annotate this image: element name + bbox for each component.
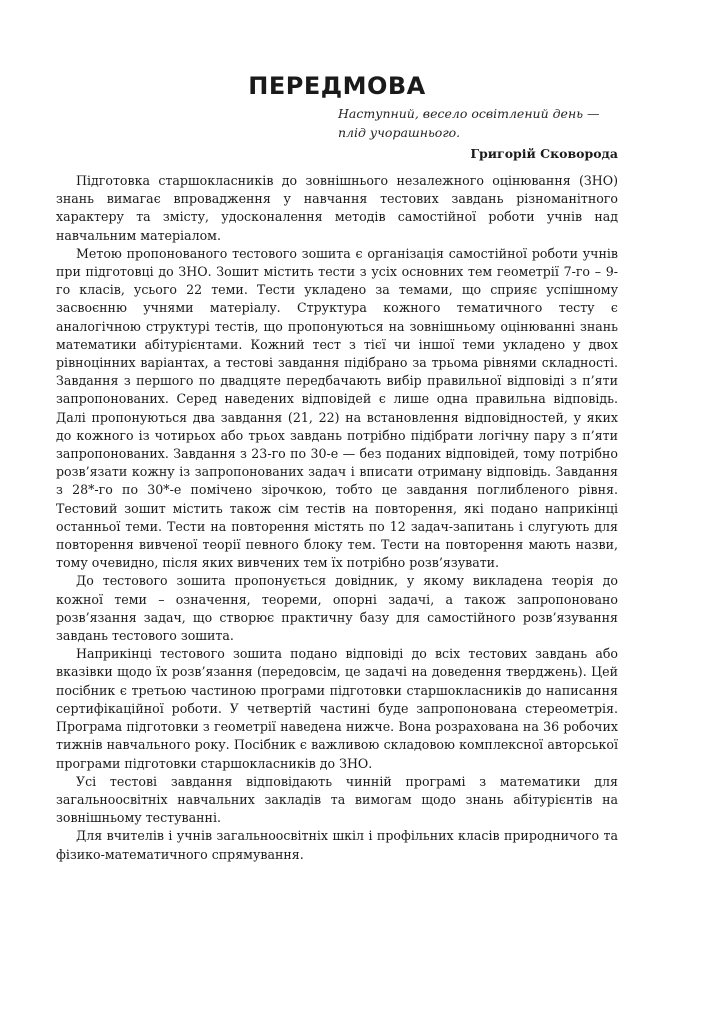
paragraph: До тестового зошита пропонується довідник, у якому викладена теорія до кожної теми – означення, теореми, опорні задачі, а також запропоновано розв’язання задач, що створює практичну базу для самостійного розв’язування завдань тестового зошита. bbox=[56, 573, 618, 644]
body-text bbox=[56, 172, 618, 864]
paragraph: Наприкінці тестового зошита подано відповіді до всіх тестових завдань або вказівки щодо їх розв’язання (передовсім, це задачі на доведення тверджень). Цей посібник є третьою частиною програми підготовки старшокласників до написання сертифікаційної роботи. У четвертій частині буде запропонована стереометрія. Програма підготовки з геометрії наведена нижче. Вона розрахована на 36 робочих тижнів навчального року. Посібник є важливою складовою комплексної авторської програми підготовки старшокласників до ЗНО. bbox=[56, 646, 618, 771]
paragraph: Для вчителів і учнів загальноосвітніх шкіл і профільних класів природничого та фізико-математичного спрямування. bbox=[56, 828, 618, 862]
paragraph: Усі тестові завдання відповідають чинній програмі з математики для загальноосвітніх навчальних закладів та вимогам щодо знань абітурієнтів на зовнішньому тестуванні. bbox=[56, 773, 618, 826]
paragraph: Метою пропонованого тестового зошита є організація самостійної роботи учнів при підготовці до ЗНО. Зошит містить тести з усіх основних тем геометрії 7-го – 9-го класів, усього 22 теми. Тести укладено за темами, що сприяє успішному засвоєнню учнями матеріалу. Структура кожного тематичного тесту є аналогічною структурі тестів, що пропонуються на зовнішньому оцінюванні знань математики абітурієнтами. Кожний тест з тієї чи іншої теми укладено у двох рівноцінних варіантах, а тестові завдання підібрано за трьома рівнями складності. Завдання з першого по двадцяте передбачають вибір правильної відповіді з п’яти запропонованих. Серед наведених відповідей є лише одна правильна відповідь. Далі пропонуються два завдання (21, 22) на встановлення відповідностей, у яких до кожного із чотирьох або трьох завдань потрібно підібрати логічну пару з п’яти запропонованих. Завдання з 23-го по 30-е — без поданих відповідей, тому потрібно розв’язати кожну із запропонованих задач і вписати отриману відповідь. Завдання з 28*-го по 30*-е помічено зірочкою, тобто це завдання поглибленого рівня. Тестовий зошит містить також сім тестів на повторення, які подано наприкінці останньої теми. Тести на повторення містять по 12 задач-запитань і слугують для повторення вивченої теорії певного блоку тем. Тести на повторення мають назви, тому очевидно, після яких вивчених тем їх потрібно розв’язувати. bbox=[56, 245, 618, 571]
page bbox=[56, 72, 618, 864]
epigraph-author: Григорій Сковорода bbox=[470, 146, 618, 161]
epigraph-line-2: плід учорашнього. bbox=[338, 125, 461, 140]
page-title: ПЕРЕДМОВА bbox=[248, 72, 426, 100]
epigraph-line-1: Наступний, весело освітлений день — bbox=[338, 106, 600, 121]
paragraph: Підготовка старшокласників до зовнішнього незалежного оцінювання (ЗНО) знань вимагає впровадження у навчання тестових завдань різноманітного характеру та змісту, удосконалення методів самостійної роботи учнів над навчальним матеріалом. bbox=[56, 173, 618, 243]
epigraph bbox=[338, 104, 618, 142]
